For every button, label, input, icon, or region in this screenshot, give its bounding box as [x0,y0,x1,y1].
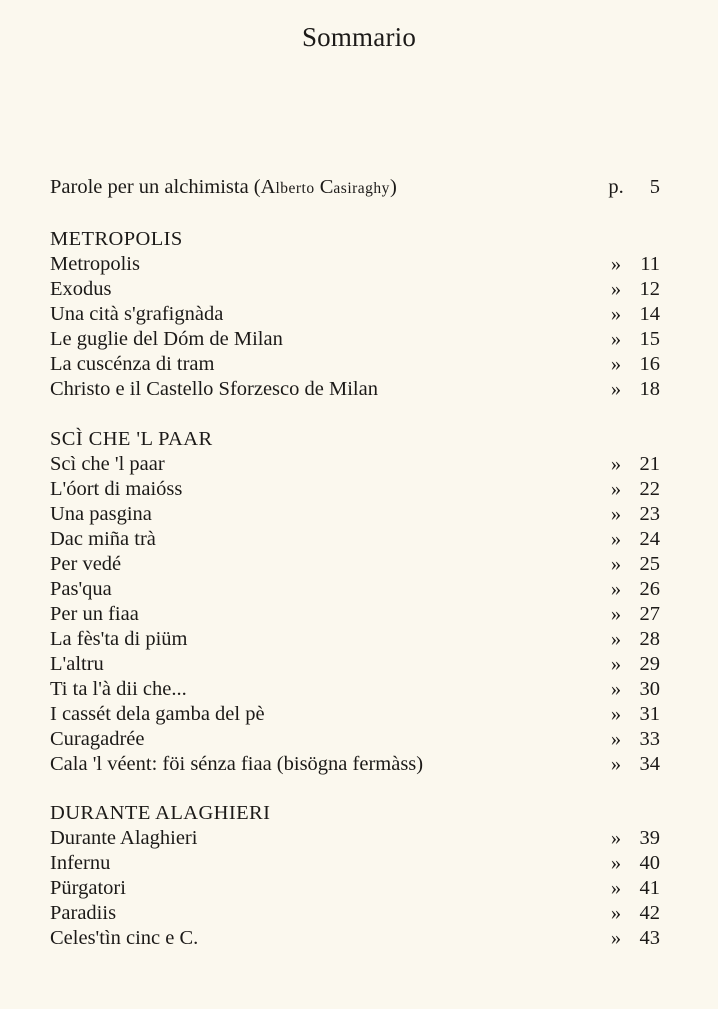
page-marker: » [610,927,622,949]
toc-entry [50,602,662,627]
toc-entry [50,627,662,652]
toc-entry [50,851,662,876]
page-number: 28 [639,628,660,650]
toc-entry-intro [50,175,662,200]
entry-title: Una pasgina [50,503,152,525]
page-number: 23 [639,503,660,525]
page-marker: » [610,827,622,849]
entry-title: I cassét dela gamba del pè [50,703,265,725]
page-number: 41 [639,877,660,899]
page-number: 11 [640,253,660,275]
toc-entry [50,926,662,951]
toc-entry [50,352,662,377]
page-marker: p. [608,176,624,198]
entry-title: Per vedé [50,553,122,575]
toc-entry [50,727,662,752]
toc-entry [50,577,662,602]
entry-title: Exodus [50,278,112,300]
toc-entry [50,552,662,577]
page-marker: » [610,278,622,300]
toc-entry [50,527,662,552]
page-number: 34 [639,753,660,775]
page-number: 39 [639,827,660,849]
entry-title: Parole per un alchimista (Alberto Casiraghy) [50,176,397,198]
toc-entry [50,826,662,851]
entry-title: Le guglie del Dóm de Milan [50,328,283,350]
section-heading-sci-che-l-paar: SCÌ CHE 'L PAAR [50,428,213,450]
toc-entry [50,477,662,502]
page-marker: » [610,877,622,899]
page-marker: » [610,902,622,924]
page-marker: » [610,503,622,525]
toc-entry [50,452,662,477]
page-number: 30 [639,678,660,700]
page-number: 15 [639,328,660,350]
page-number: 31 [639,703,660,725]
page-marker: » [610,603,622,625]
entry-title: L'altru [50,653,104,675]
page-number: 12 [639,278,660,300]
page-number: 22 [639,478,660,500]
page-number: 42 [639,902,660,924]
toc-entry [50,876,662,901]
entry-title: L'óort di maióss [50,478,183,500]
page-marker: » [610,578,622,600]
page-number: 33 [639,728,660,750]
page-marker: » [610,852,622,874]
entry-title: Pas'qua [50,578,112,600]
section-heading-durante-alaghieri: DURANTE ALAGHIERI [50,802,271,824]
entry-title: Pürgatori [50,877,126,899]
toc-entry [50,677,662,702]
toc-entry [50,652,662,677]
page-marker: » [610,478,622,500]
toc-entry [50,327,662,352]
entry-title: La cuscénza di tram [50,353,215,375]
page-marker: » [610,628,622,650]
page-number: 40 [639,852,660,874]
entry-title: Paradiis [50,902,117,924]
page-marker: » [610,253,622,275]
page-number: 16 [639,353,660,375]
entry-title: Per un fiaa [50,603,139,625]
page-marker: » [610,528,622,550]
page-marker: » [610,303,622,325]
page-number: 26 [639,578,660,600]
entry-title: Dac miña trà [50,528,156,550]
toc-entry [50,377,662,402]
section-heading-metropolis: METROPOLIS [50,228,183,250]
page-marker: » [610,553,622,575]
page-number: 24 [639,528,660,550]
entry-title: Curagadrée [50,728,145,750]
page-number: 25 [639,553,660,575]
page-marker: » [610,753,622,775]
page-title: Sommario [301,22,417,52]
page-number: 5 [649,176,660,198]
entry-title: La fès'ta di piüm [50,628,188,650]
entry-title: Metropolis [50,253,140,275]
page-number: 21 [639,453,660,475]
entry-title: Cala 'l véent: föi sénza fiaa (bisögna fermàss) [50,753,424,775]
page-number: 14 [639,303,660,325]
page-marker: » [610,728,622,750]
toc-entry [50,702,662,727]
entry-title: Ti ta l'à dii che... [50,678,187,700]
entry-title: Infernu [50,852,111,874]
toc-entry [50,502,662,527]
page-marker: » [610,653,622,675]
page-number: 43 [639,927,660,949]
toc-entry [50,277,662,302]
toc-entry [50,302,662,327]
page-marker: » [610,703,622,725]
entry-title: Celes'tìn cinc e C. [50,927,199,949]
page-marker: » [610,353,622,375]
toc-entry [50,252,662,277]
entry-title: Christo e il Castello Sforzesco de Milan [50,378,378,400]
toc-entry [50,901,662,926]
entry-title: Durante Alaghieri [50,827,198,849]
entry-title: Scì che 'l paar [50,453,165,475]
page-number: 18 [639,378,660,400]
entry-title: Una cità s'grafignàda [50,303,224,325]
page-number: 27 [639,603,660,625]
page-marker: » [610,328,622,350]
page-marker: » [610,678,622,700]
page-marker: » [610,453,622,475]
page-marker: » [610,378,622,400]
page-number: 29 [639,653,660,675]
toc-entry [50,752,662,777]
